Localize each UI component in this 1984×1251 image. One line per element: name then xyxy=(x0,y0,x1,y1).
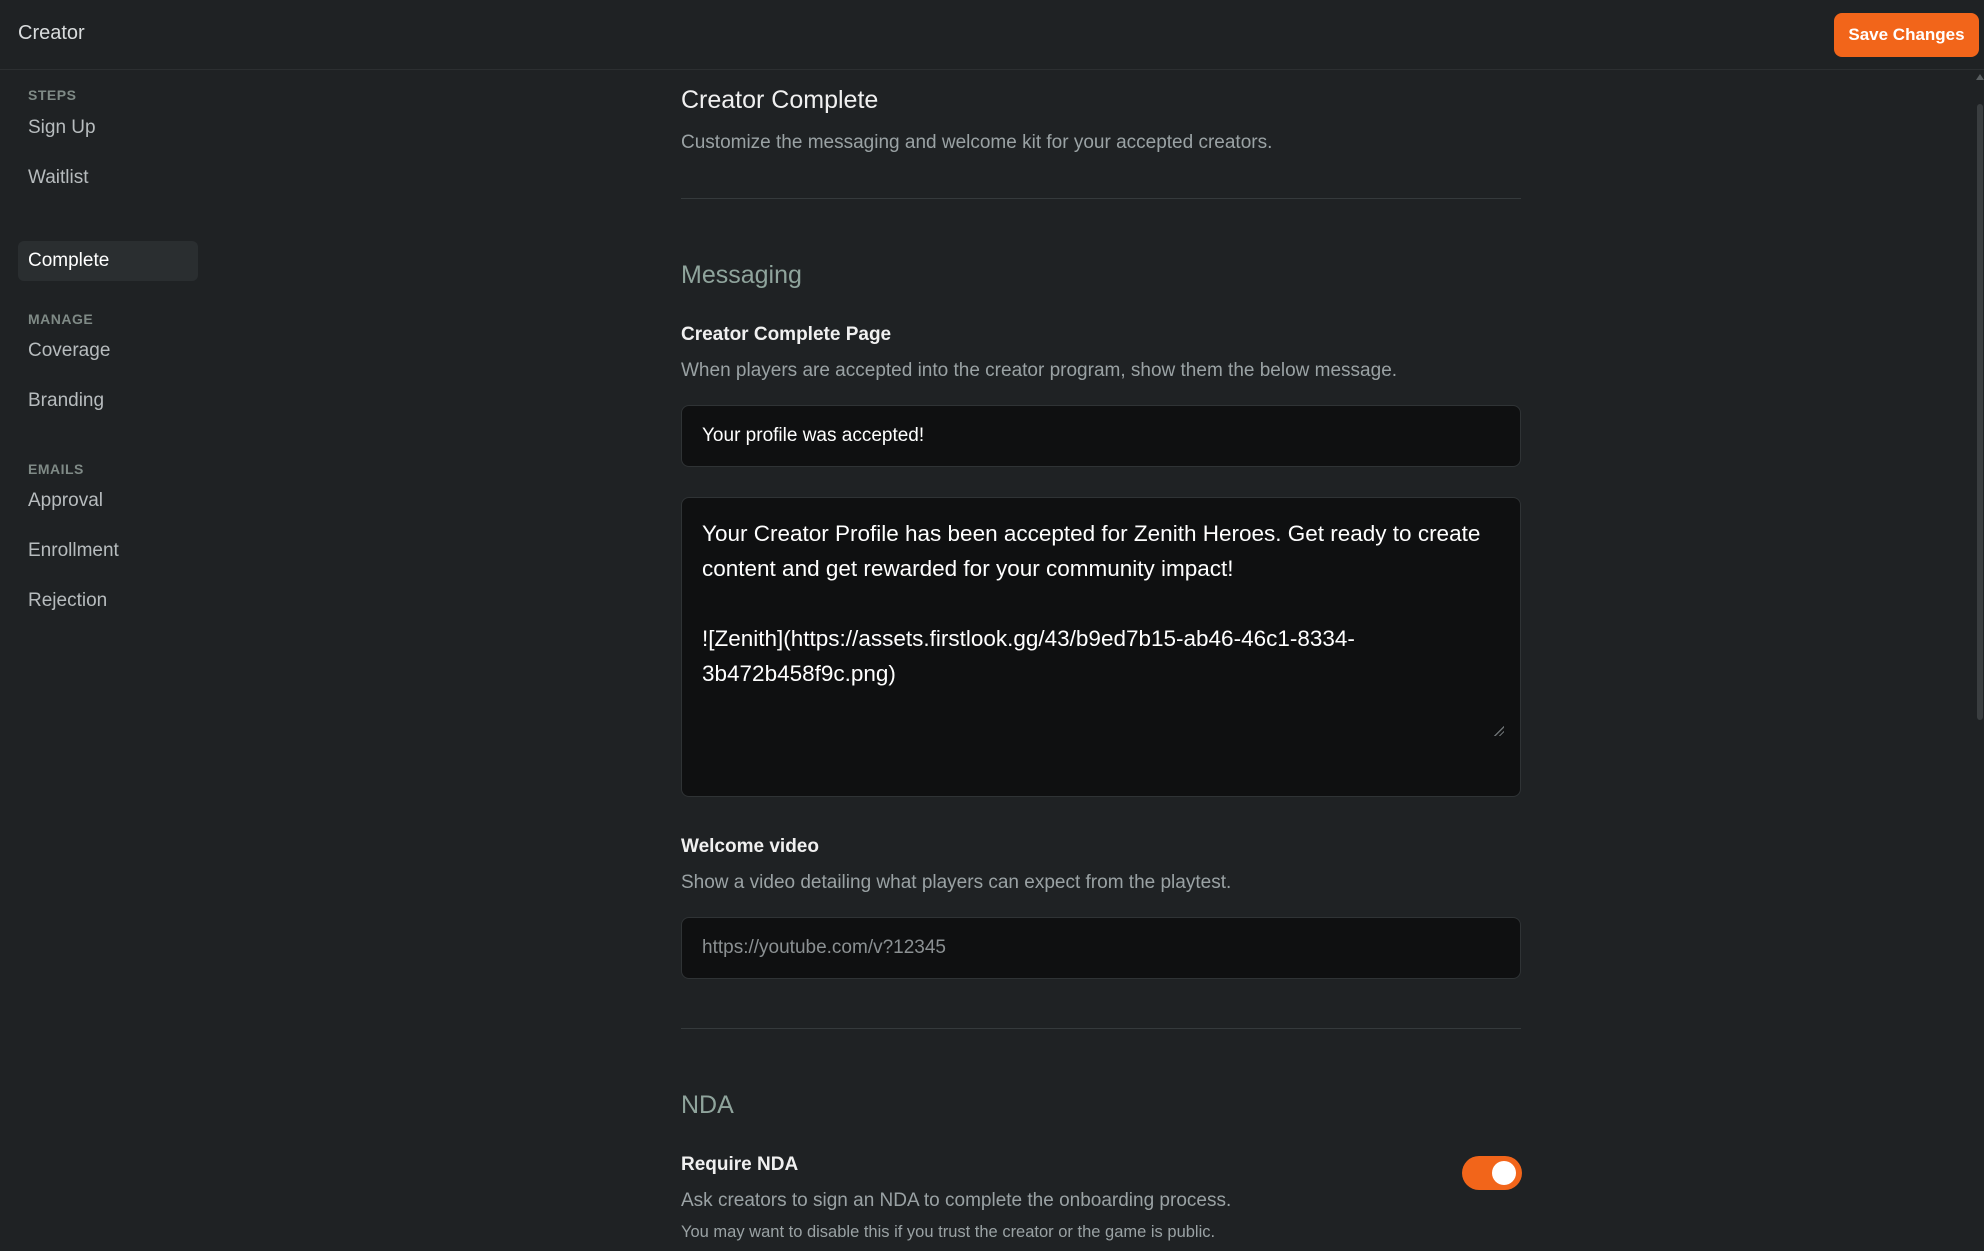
require-nda-note: You may want to disable this if you trust the creator or the game is public. xyxy=(681,1223,1216,1241)
sidebar-item-branding[interactable]: Branding xyxy=(28,390,105,411)
sidebar-group-emails: EMAILS xyxy=(28,461,84,477)
toggle-knob xyxy=(1492,1161,1516,1185)
scrollbar-thumb[interactable] xyxy=(1977,104,1983,720)
creator-complete-page-label: Creator Complete Page xyxy=(681,324,892,345)
sidebar-item-sign-up[interactable]: Sign Up xyxy=(28,117,96,138)
sidebar-item-enrollment[interactable]: Enrollment xyxy=(28,540,119,561)
sidebar-item-coverage[interactable]: Coverage xyxy=(28,340,111,361)
divider xyxy=(681,1028,1521,1029)
require-nda-label: Require NDA xyxy=(681,1154,799,1175)
creator-complete-page-desc: When players are accepted into the creator program, show them the below message. xyxy=(681,360,1398,381)
sidebar-item-complete[interactable]: Complete xyxy=(18,241,198,281)
message-body-field xyxy=(681,497,1521,797)
welcome-video-desc: Show a video detailing what players can expect from the playtest. xyxy=(681,872,1232,893)
sidebar-item-approval[interactable]: Approval xyxy=(28,490,103,511)
top-bar xyxy=(0,0,1984,70)
sidebar-item-waitlist[interactable]: Waitlist xyxy=(28,167,89,188)
message-body-textarea[interactable] xyxy=(682,498,1504,734)
sidebar-item-rejection[interactable]: Rejection xyxy=(28,590,108,611)
scrollbar[interactable] xyxy=(1976,70,1984,1251)
app-title: Creator xyxy=(18,22,85,44)
resize-handle-icon[interactable] xyxy=(1494,726,1504,736)
sidebar-group-manage: MANAGE xyxy=(28,311,94,327)
welcome-video-label: Welcome video xyxy=(681,836,819,857)
save-changes-button[interactable]: Save Changes xyxy=(1834,13,1979,57)
sidebar-group-steps: STEPS xyxy=(28,87,77,103)
message-heading-input[interactable] xyxy=(681,405,1521,467)
require-nda-desc: Ask creators to sign an NDA to complete the onboarding process. xyxy=(681,1190,1232,1211)
require-nda-toggle[interactable] xyxy=(1462,1156,1522,1190)
page-title: Creator Complete xyxy=(681,86,879,114)
section-title-nda: NDA xyxy=(681,1091,734,1119)
section-title-messaging: Messaging xyxy=(681,261,802,289)
welcome-video-input[interactable] xyxy=(681,917,1521,979)
scroll-up-arrow-icon[interactable] xyxy=(1976,74,1984,80)
divider xyxy=(681,198,1521,199)
page-subtitle: Customize the messaging and welcome kit for your accepted creators. xyxy=(681,132,1273,153)
